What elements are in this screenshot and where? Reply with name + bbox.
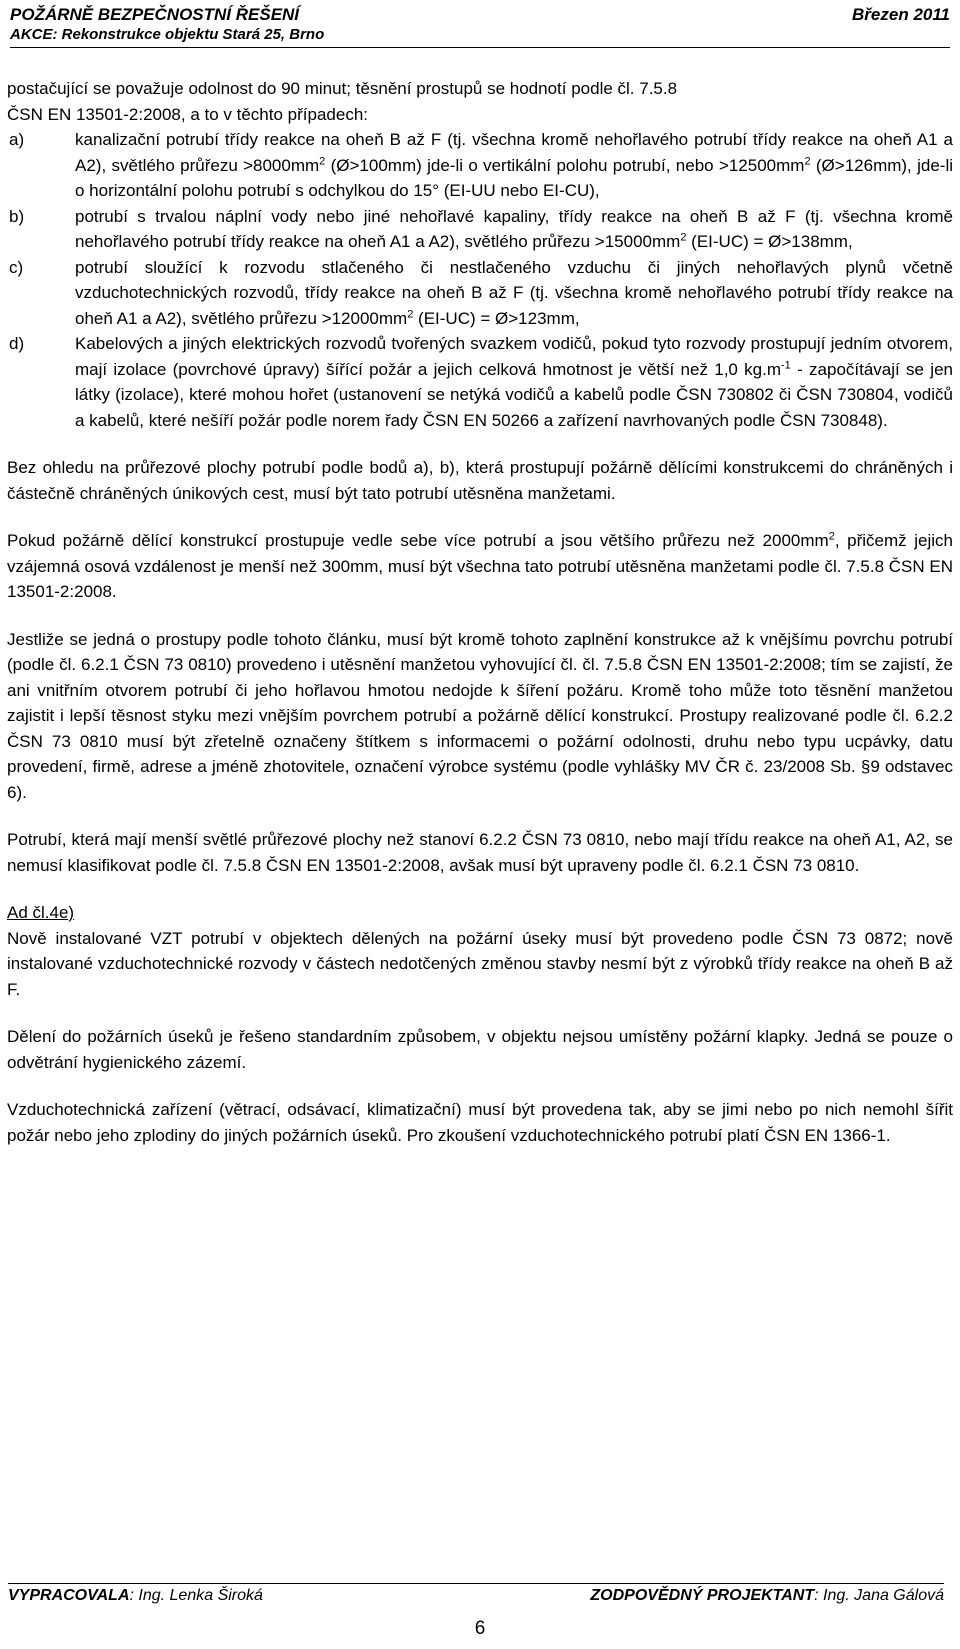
- list-item-label: d): [9, 334, 25, 353]
- paragraph-3: Jestliže se jedná o prostupy podle tohoto článku, musí být kromě tohoto zaplnění konstrukce až k vnějšímu povrchu potrubí (podle čl. 6.2.1 ČSN 73 0810) provedeno i utěsnění manžetou vyhovující čl. čl. 7.5.8 ČSN EN 13501-2:2008; tím se zajistí, že ani vnitřním otvorem potrubí či jeho hořlavou hmotou nedojde k šíření požáru. Kromě toho může toto těsnění manžetou zajistit i lepší těsnost styku mezi vnějším povrchem potrubí a požárně dělící konstrukcí. Prostupy realizované podle čl. 6.2.2 ČSN 73 0810 musí být zřetelně označeny štítkem s informacemi o požární odolnosti, druhu nebo typu ucpávky, datu provedení, firmě, adrese a jméně zhotovitele, označení výrobce systému (podle vyhlášky MV ČR č. 23/2008 Sb. §9 odstavec 6).: [7, 629, 953, 802]
- list-item-d: [7, 331, 953, 433]
- list-item-text: potrubí s trvalou náplní vody nebo jiné nehořlavé kapaliny, třídy reakce na oheň B až F (tj. všechna kromě nehořlavého potrubí třídy reakce na oheň A1 a A2), světlého průřezu $>15000mm^2$ (EI-UC) = Ø>138mm,: [75, 206, 953, 251]
- list-item-text: potrubí sloužící k rozvodu stlačeného či nestlačeného vzduchu či jiných nehořlavých plynů včetně vzduchotechnických rozvodů, třídy reakce na oheň B až F (tj. všechna kromě nehořlavého potrubí třídy reakce na oheň A1 a A2), světlého průřezu $>12000mm^2$ (EI-UC) = Ø>123mm,: [75, 257, 953, 328]
- document-body: [7, 76, 953, 1148]
- header-rule: [10, 47, 950, 48]
- intro-line-2: ČSN EN 13501-2:2008, a to v těchto případech:: [7, 104, 369, 124]
- list-item-a: [7, 127, 953, 204]
- project-action: AKCE: Rekonstrukce objektu Stará 25, Brno: [10, 26, 325, 43]
- page-number: 6: [474, 1618, 486, 1639]
- header-line-2: [10, 25, 950, 45]
- document-title: POŽÁRNĚ BEZPEČNOSTNÍ ŘEŠENÍ: [10, 5, 300, 24]
- paragraph-6: Dělení do požárních úseků je řešeno standardním způsobem, v objektu nejsou umístěny požární klapky. Jedná se pouze o odvětrání hygienického zázemí.: [7, 1027, 953, 1072]
- list-item-label: a): [9, 130, 25, 149]
- list-item-label: b): [9, 206, 25, 226]
- paragraph-5: Nově instalované VZT potrubí v objektech dělených na požární úseky musí být provedeno podle ČSN 73 0872; nově instalované vzduchotechnické rozvody v částech nedotčených změnou stavby nesmí být z výrobků třídy reakce na oheň B až F.: [7, 928, 953, 999]
- paragraph-2: Pokud požárně dělící konstrukcí prostupuje vedle sebe více potrubí a jsou většího průřezu než $2000mm^2$, přičemž jejich vzájemná osová vzdálenost je menší než 300mm, musí být všechna tato potrubí utěsněna manžetami podle čl. 7.5.8 ČSN EN 13501-2:2008.: [7, 530, 953, 601]
- header-line-1: [10, 4, 950, 25]
- list-item-b: [7, 204, 953, 255]
- paragraph-4: Potrubí, která mají menší světlé průřezové plochy než stanoví 6.2.2 ČSN 73 0810, nebo mají třídu reakce na oheň A1, A2, se nemusí klasifikovat podle čl. 7.5.8 ČSN EN 13501-2:2008, avšak musí být upraveny podle čl. 6.2.1 ČSN 73 0810.: [7, 830, 953, 875]
- list-item-text: Kabelových a jiných elektrických rozvodů tvořených svazkem vodičů, pokud tyto rozvody prostupují jedním otvorem, mají izolace (povrchové úpravy) šířící požár a jejich celková hmotnost je větší než 1,0 $kg.m^{-1}$ - započítávají se jen látky (izolace), které mohou hořet (ustanovení se netýká vodičů a kabelů podle ČSN 730802 či ČSN 730804, vodičů a kabelů, které nešíří požár podle norem řady ČSN EN 50266 a zařízení navrhovaných podle ČSN 730848).: [75, 334, 953, 430]
- page-header: [10, 4, 950, 48]
- list-item-label: c): [9, 257, 24, 277]
- section-heading: Ad čl.4e): [7, 903, 75, 922]
- paragraph-1: Bez ohledu na průřezové plochy potrubí podle bodů a), b), která prostupují požárně dělícími konstrukcemi do chráněných i částečně chráněných únikových cest, musí být tato potrubí utěsněna manžetami.: [7, 458, 953, 503]
- intro-line-1: postačující se považuje odolnost do 90 minut; těsnění prostupů se hodnotí podle čl. 7.5.8: [7, 79, 678, 98]
- footer-prepared-by: VYPRACOVALA: Ing. Lenka Široká: [8, 1587, 263, 1604]
- page-footer: [8, 1583, 944, 1605]
- paragraph-7: Vzduchotechnická zařízení (větrací, odsávací, klimatizační) musí být provedena tak, aby se jimi nebo po nich nemohl šířit požár nebo jeho zplodiny do jiných požárních úseků. Pro zkoušení vzduchotechnického potrubí platí ČSN EN 1366-1.: [7, 1100, 953, 1145]
- footer-responsible: ZODPOVĚDNÝ PROJEKTANT: Ing. Jana Gálová: [590, 1587, 944, 1604]
- document-date: Březen 2011: [852, 5, 950, 24]
- list-item-text: kanalizační potrubí třídy reakce na oheň B až F (tj. všechna kromě nehořlavého potrubí třídy reakce na oheň A1 a A2), světlého průřezu $>8000mm^2$ (Ø>100mm) jde-li o vertikální polohu potrubí, nebo $>12500mm^2$ (Ø>126mm), jde-li o horizontální polohu potrubí s odchylkou do 15° (EI-UU nebo EI-CU),: [75, 130, 954, 200]
- list-item-c: [7, 255, 953, 332]
